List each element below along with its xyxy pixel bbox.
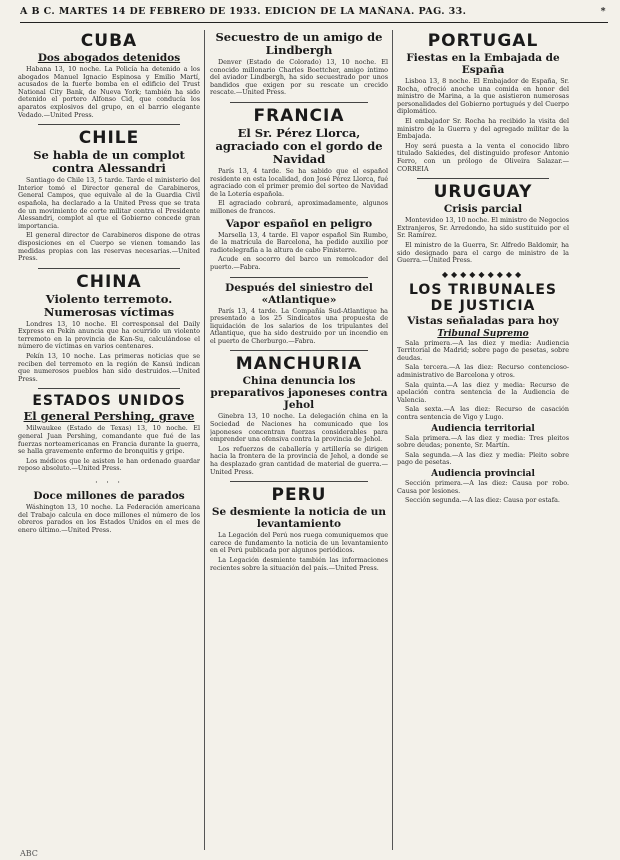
article-atlantique	[210, 282, 388, 346]
article-paragraph: Sala primera.—A las diez y media: Audiencia Territorial de Madrid; sobre pago de pesetas, sobre deudas.	[397, 338, 569, 362]
article-paragraph: Los médicos que le asisten le han ordenado guardar reposo absoluto.—United Press.	[18, 456, 200, 473]
column-1	[18, 30, 200, 852]
article-paro	[18, 490, 200, 534]
section-title: ESTADOS UNIDOS	[32, 393, 186, 410]
article-paragraph: Ginebra 13, 10 noche. La delegación china en la Sociedad de Naciones ha comunicado que los japoneses concentran fuerzas considerables para emprender una ofensiva contra la provincia de Jehol.	[210, 412, 388, 444]
article-paragraph: Sección segunda.—A las diez: Causa por estafa.	[405, 496, 560, 505]
section-title: LOS TRIBUNALES DE JUSTICIA	[409, 281, 557, 314]
section-title: MANCHURIA	[235, 354, 363, 375]
column-divider	[204, 30, 205, 850]
court-name: Tribunal Supremo	[437, 328, 529, 339]
article-paragraph: Sección primera.—A las diez: Causa por robo. Causa por lesiones.	[397, 479, 569, 495]
column-3	[397, 30, 569, 852]
article-paragraph: Sala sexta.—A las diez: Recurso de casación contra sentencia de Vigo y Lugo.	[397, 405, 569, 422]
section-title: CHILE	[78, 128, 140, 149]
header-line: A B C. MARTES 14 DE FEBRERO DE 1933. EDICION DE LA MAÑANA. PAG. 33.	[20, 6, 467, 17]
column-divider	[392, 30, 393, 850]
article-headline: Violento terremoto. Numerosas víctimas	[43, 291, 175, 319]
column-2	[210, 30, 388, 852]
divider	[38, 388, 180, 389]
divider	[38, 124, 180, 125]
section-title: CHINA	[76, 271, 142, 292]
article-paragraph: Pekín 13, 10 noche. Las primeras noticias que se reciben del terremoto en la región de Kansú indican que numerosos pueblos han sido destruidos.—United Press.	[18, 352, 200, 383]
footer-mark: ABC	[20, 849, 38, 858]
article-paragraph: Sala primera.—A las diez y media: Tres pleitos sobre deudas; ponente, Sr. Martín.	[397, 433, 569, 450]
article-headline: Vapor español en peligro	[225, 217, 373, 230]
article-tribunales	[397, 282, 569, 505]
article-manchuria	[210, 355, 388, 476]
article-chile	[18, 129, 200, 263]
article-headline: Dos abogados detenidos	[37, 52, 181, 64]
article-paragraph: El ministro de la Guerra, Sr. Alfredo Baldomir, ha sido designado para el cargo de ministro de la Guerra.—United Press.	[397, 240, 569, 265]
divider	[230, 277, 368, 278]
article-lindbergh	[210, 31, 388, 97]
article-paragraph: Los refuerzos de caballería y artillería se dirigen hacia la frontera de la provincia de Jehol, a donde se ha desplazado gran cantidad de material de guerra.—United Press.	[210, 444, 388, 476]
court-name: Audiencia territorial	[431, 423, 535, 434]
section-title: CUBA	[80, 31, 138, 51]
article-cuba	[18, 32, 200, 119]
article-headline: China denuncia los preparativos japoneses contra Jehol	[210, 375, 388, 412]
article-headline: El Sr. Pérez Llorca, agraciado con el gordo de Navidad	[215, 125, 383, 166]
article-headline: Secuestro de un amigo de Lindbergh	[215, 30, 383, 57]
article-paragraph: Santiago de Chile 13, 5 tarde. Tarde el ministerio del Interior tomó el Director general de Carabineros, General Campos, que equivale al de la Guardia Civil española, ha declarado a la United Press que se trata de un movimiento de corte militar contra el Presidente Alessandri, complot al que el Gobierno concede gran importancia.	[18, 176, 200, 230]
court-name: Audiencia provincial	[431, 469, 535, 479]
article-paragraph: París 13, 4 tarde. La Compañía Sud-Atlantique ha presentado a los 25 Sindicatos una propuesta de liquidación de los salarios de los tripulantes del Atlantique, que ha sido destruido por un incendio en el puerto de Cherburgo.—Fabra.	[210, 306, 388, 345]
article-paragraph: El agraciado cobrará, aproximadamente, algunos millones de francos.	[210, 199, 388, 215]
article-paragraph: Acude en socorro del barco un remolcador del puerto.—Fabra.	[210, 255, 388, 271]
article-portugal	[397, 32, 569, 173]
article-francia	[210, 107, 388, 272]
article-paragraph: Sala quinta.—A las diez y media: Recurso de apelación contra sentencia de la Audiencia de Valencia.	[397, 380, 569, 404]
article-headline: Fiestas en la Embajada de España	[406, 52, 560, 76]
section-title: PORTUGAL	[427, 31, 539, 51]
article-paragraph: París 13, 4 tarde. Se ha sabido que el español residente en esta localidad, don José Pérez Llorca, fué agraciado con el primer premio del sorteo de Navidad de la Lotería española.	[210, 166, 388, 198]
section-title: PERU	[271, 485, 327, 506]
divider	[38, 268, 180, 269]
article-eeuu	[18, 393, 200, 473]
article-headline: Vistas señaladas para hoy	[407, 314, 559, 327]
divider	[230, 350, 368, 351]
article-paragraph: Habana 13, 10 noche. La Policía ha detenido a los abogados Manuel Ignacio Espinosa y Emilio Martí, acusados de la fuerte bomba en el edificio del Trust National City Bank, de Nueva York; también ha sido detenido el portero Alfonso Cid, que conducía los aparatos explosivos del grupo, en el barrio elegante Vedado.—United Press.	[18, 65, 200, 119]
ornament: · · ·	[95, 478, 123, 487]
divider	[230, 481, 368, 482]
article-paragraph: Marsella 13, 4 tarde. El vapor español Sin Rumbo, de la matrícula de Barcelona, ha pedido auxilio por radiotelegrafía a la altura de cabo Finisterre.	[210, 230, 388, 254]
article-paragraph: Sala segunda.—A las diez y media: Pleito sobre pago de pesetas.	[397, 450, 569, 467]
article-headline: Se desmiente la noticia de un levantamiento	[211, 506, 387, 531]
article-paragraph: Lisboa 13, 8 noche. El Embajador de España, Sr. Rocha, ofreció anoche una comida en honor del ministro de Marina, a la que asistieron numerosas personalidades del Gobierno portugués y del Cuerpo diplomático.	[397, 77, 569, 116]
article-headline: Doce millones de parados	[33, 490, 185, 502]
article-china	[18, 273, 200, 384]
divider	[417, 178, 549, 179]
article-headline: Después del siniestro del «Atlantique»	[225, 281, 373, 306]
page-header	[20, 6, 608, 23]
article-paragraph: El embajador Sr. Rocha ha recibido la visita del ministro de la Guerra y del agregado militar de la Embajada.	[397, 116, 569, 141]
article-headline: El general Pershing, grave	[23, 409, 195, 424]
article-paragraph: La Legación del Perú nos ruega comuniquemos que carece de fundamento la noticia de un levantamiento en el Perú publicada por algunos periódicos.	[210, 531, 388, 555]
article-uruguay	[397, 183, 569, 265]
article-paragraph: Hoy será puesta a la venta el conocido libro titulado Sakiedes, del distinguido profesor Antonio Ferro, con un prólogo de Oliveira Salazar.—CORREIA	[397, 141, 569, 173]
article-paragraph: Denver (Estado de Colorado) 13, 10 noche. El conocido millonario Charles Boettcher, amigo íntimo del aviador Lindbergh, ha sido secuestrado por unos bandidos que exigen por su rescate un crecido rescate.—United Press.	[210, 58, 388, 97]
article-paragraph: Montevideo 13, 10 noche. El ministro de Negocios Extranjeros, Sr. Arredondo, ha sido sustituido por el Sr. Ramírez.	[397, 216, 569, 240]
ornament: ◆◆◆◆◆◆◆◆◆	[441, 269, 525, 279]
article-headline: Crisis parcial	[443, 203, 523, 216]
article-paragraph: La Legación desmiente también las informaciones recientes sobre la situación del país.—United Press.	[210, 556, 388, 572]
article-headline: Se habla de un complot contra Alessandri	[33, 148, 185, 176]
article-peru	[210, 486, 388, 572]
divider	[230, 102, 368, 103]
article-paragraph: Milwaukee (Estado de Texas) 13, 10 noche. El general Juan Pershing, comandante que fué de las fuerzas norteamericanas en Francia durante la guerra, se halla gravemente enfermo de bronquitis y gripe.	[18, 424, 200, 456]
section-title: URUGUAY	[433, 182, 533, 203]
article-paragraph: Londres 13, 10 noche. El corresponsal del Daily Express en Pekín anuncia que ha ocurrido un violento terremoto en la provincia de Kan-Su, calculándose el número de víctimas en varios centenares.	[18, 319, 200, 351]
page-mark: *	[600, 6, 606, 17]
article-paragraph: Sala tercera.—A las diez: Recurso contencioso-administrativo de Barcelona y otros.	[397, 363, 569, 380]
article-paragraph: El general director de Carabineros dispone de otras disposiciones en el Cuerpo se vienen tomando las medidas propias con las reservas necesarias.—United Press.	[18, 231, 200, 263]
article-paragraph: Wáshington 13, 10 noche. La Federación americana del Trabajo calcula en doce millones el número de los obreros parados en los Estados Unidos en el mes de enero último.—United Press.	[18, 503, 200, 534]
section-title: FRANCIA	[253, 105, 345, 126]
